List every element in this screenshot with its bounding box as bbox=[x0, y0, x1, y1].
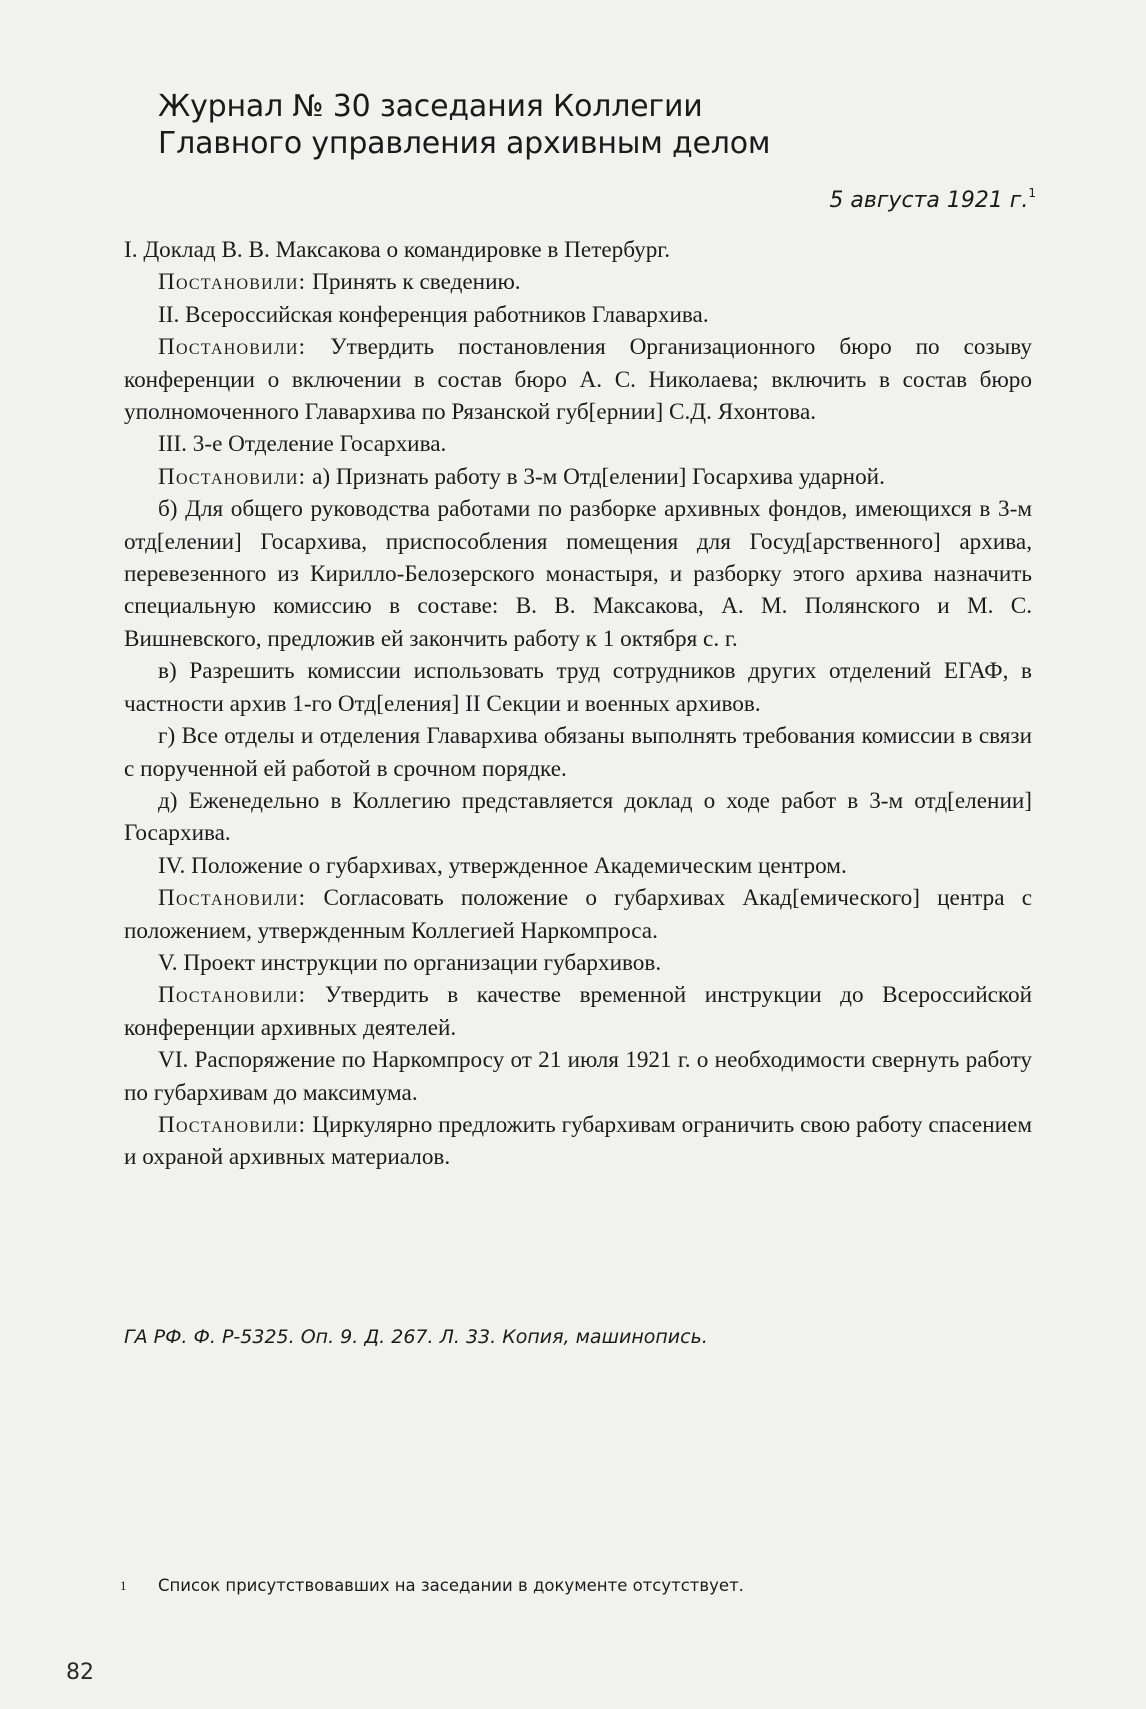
title-line-1: Журнал № 30 заседания Коллегии bbox=[158, 89, 703, 124]
resolved-label: Постановили: bbox=[158, 1111, 307, 1138]
resolved-label: Постановили: bbox=[158, 982, 307, 1009]
resolution-5-text: Утвердить в качестве временной инструкции до Всероссийской конференции архивных деятелей. bbox=[124, 982, 1032, 1041]
agenda-item-6: VI. Распоряжение по Наркомпросу от 21 июля 1921 г. о необходимости свернуть работу по губархивам до максимума. bbox=[124, 1047, 1032, 1106]
resolved-label: Постановили: bbox=[158, 269, 307, 296]
resolved-label: Постановили: bbox=[158, 885, 307, 912]
resolution-3a-text: а) Признать работу в 3-м Отд[елении] Госархива ударной. bbox=[306, 463, 885, 490]
resolution-6-text: Циркулярно предложить губархивам ограничить свою работу спасением и охраной архивных материалов. bbox=[124, 1111, 1032, 1171]
agenda-item-3: III. 3-е Отделение Госархива. bbox=[158, 431, 447, 458]
document-date bbox=[829, 186, 1036, 213]
resolution-6 bbox=[124, 1109, 1032, 1174]
document-title bbox=[158, 88, 1058, 162]
agenda-item-4: IV. Положение о губархивах, утвержденное Академическим центром. bbox=[158, 852, 847, 879]
resolution-2-text: Утвердить постановления Организационного бюро по созыву конференции о включении в состав бюро А. С. Николаева; включить в состав бюро уполномоченного Главархива по Рязанской губ[ернии] С.Д. Яхонтова. bbox=[124, 334, 1032, 426]
resolution-3e: д) Еженедельно в Коллегию представляется доклад о ходе работ в 3-м отд[елении] Госархива. bbox=[124, 787, 1032, 847]
resolution-5 bbox=[124, 979, 1032, 1044]
resolved-label: Постановили: bbox=[158, 463, 307, 490]
page-number: 82 bbox=[66, 1660, 94, 1685]
resolution-3d: г) Все отделы и отделения Главархива обязаны выполнять требования комиссии в связи с порученной ей работой в срочном порядке. bbox=[124, 723, 1032, 782]
resolution-4 bbox=[124, 882, 1032, 947]
footnote-mark: 1 bbox=[120, 1578, 127, 1593]
resolution-3a bbox=[124, 461, 1032, 493]
resolution-3b: б) Для общего руководства работами по разборке архивных фондов, имеющихся в 3-м отд[елении] Госархива, приспособления помещения для Госуд[арственного] архива, перевезенного из Кирилло-Белозерского монастыря, и разборку этого архива назначить специальную комиссию в составе: В. В. Максакова, А. М. Полянского и М. С. Вишневского, предложив ей закончить работу к 1 октября с. г. bbox=[124, 496, 1032, 652]
footnote-text: Список присутствовавших на заседании в документе отсутствует. bbox=[158, 1576, 744, 1595]
footnote-reference[interactable]: 1 bbox=[1028, 186, 1036, 200]
resolution-4-text: Согласовать положение о губархивах Акад[емического] центра с положением, утвержденным Коллегией Наркомпроса. bbox=[124, 885, 1032, 944]
agenda-item-5: V. Проект инструкции по организации губархивов. bbox=[158, 949, 662, 976]
resolution-1 bbox=[124, 266, 1032, 298]
date-text: 5 августа 1921 г. bbox=[829, 188, 1029, 213]
agenda-item-2: II. Всероссийская конференция работников Главархива. bbox=[158, 301, 709, 328]
agenda-item-1: I. Доклад В. В. Максакова о командировке в Петербург. bbox=[124, 237, 671, 263]
resolution-2 bbox=[124, 331, 1032, 428]
title-line-2: Главного управления архивным делом bbox=[158, 126, 771, 161]
resolution-3c: в) Разрешить комиссии использовать труд сотрудников других отделений ЕГАФ, в частности архив 1-го Отд[еления] II Секции и военных архивов. bbox=[124, 658, 1032, 717]
resolved-label: Постановили: bbox=[158, 334, 307, 361]
resolution-1-text: Принять к сведению. bbox=[306, 269, 521, 296]
archival-source-citation: ГА РФ. Ф. Р-5325. Оп. 9. Д. 267. Л. 33. Копия, машинопись. bbox=[124, 1326, 708, 1348]
document-body bbox=[124, 234, 1032, 1174]
